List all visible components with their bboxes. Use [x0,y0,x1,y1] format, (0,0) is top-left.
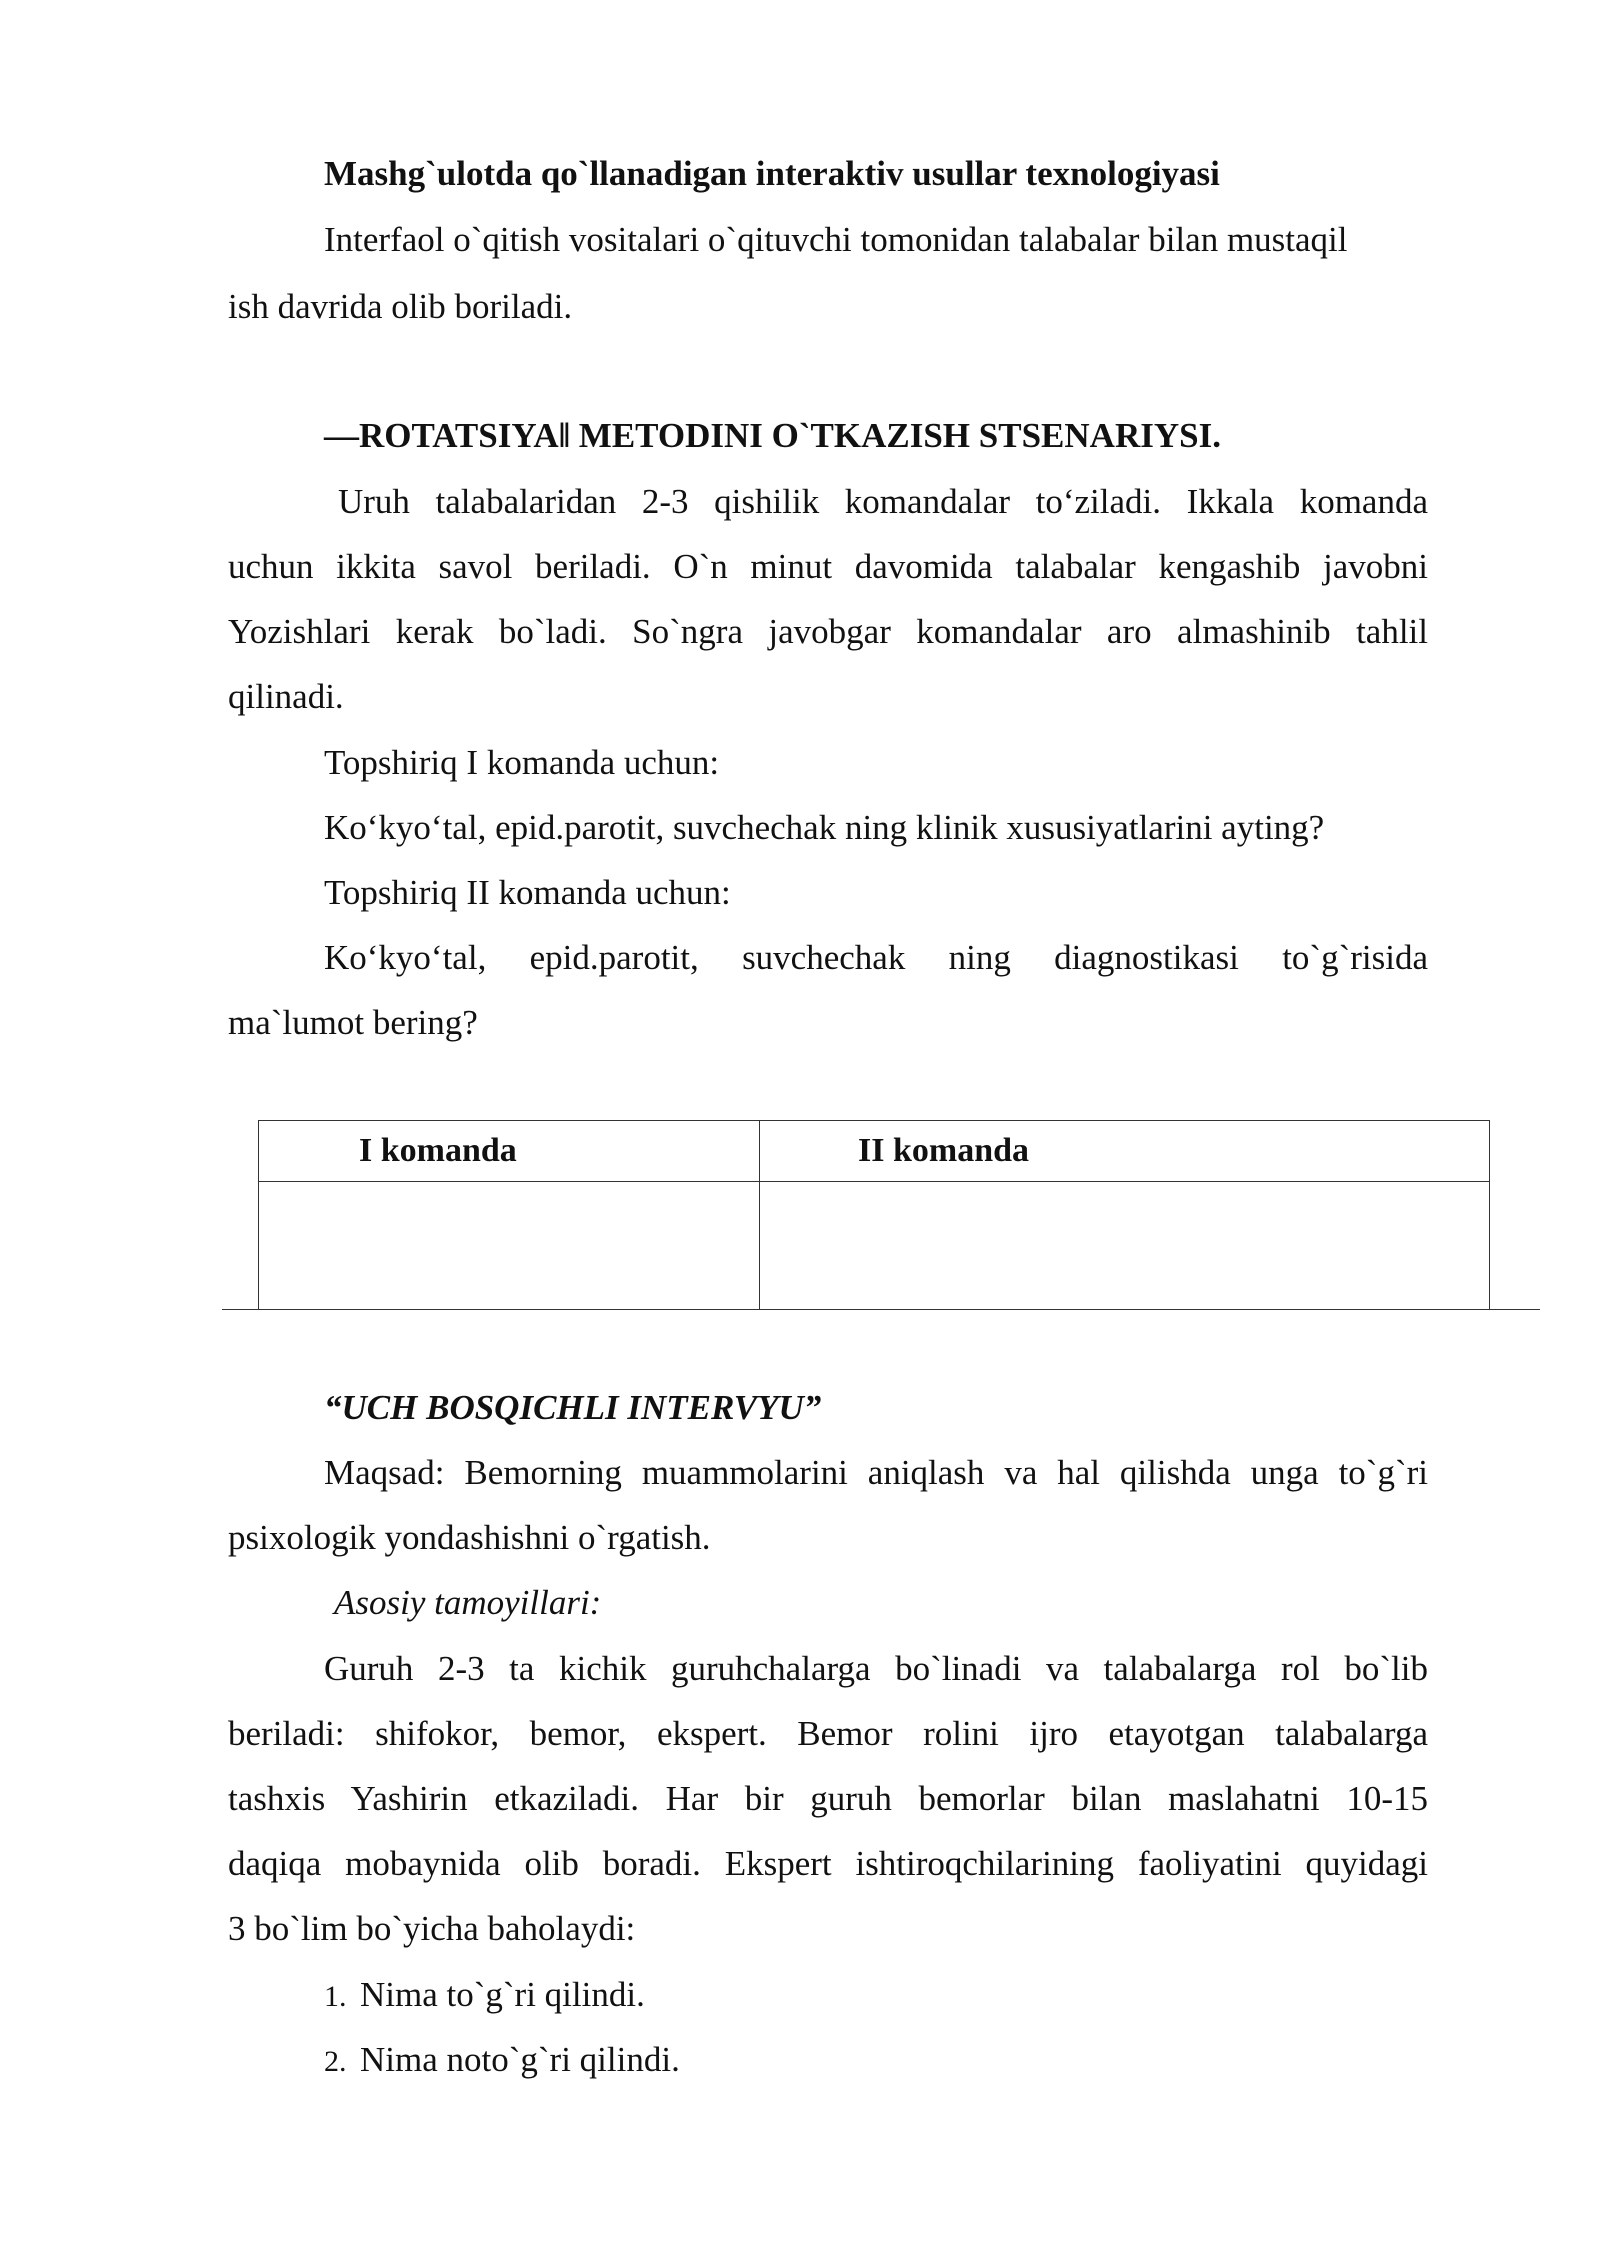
list-text: Nima noto`g`ri qilindi. [360,2040,680,2079]
interview-paragraph-line-3: tashxis Yashirin etkaziladi. Har bir guruh bemorlar bilan maslahatni 10-15 [228,1779,1428,1818]
interview-paragraph-line-5: 3 bo`lim bo`yicha baholaydi: [228,1909,636,1948]
interview-paragraph-line-1: Guruh 2-3 ta kichik guruhchalarga bo`linadi va talabalarga rol bo`lib [324,1649,1428,1688]
interview-goal-line-2: psixologik yondashishni o`rgatish. [228,1518,711,1557]
table-row [259,1182,1490,1310]
list-item [324,1973,1428,2019]
list-number: 2. [324,2045,347,2078]
intro-line-2: ish davrida olib boriladi. [228,287,573,326]
table-cell-team-1[interactable] [259,1182,760,1310]
task-1-text: Ko‘kyo‘tal, epid.parotit, suvchechak ning klinik xususiyatlarini ayting? [324,808,1325,847]
task-1-label: Topshiriq I komanda uchun: [324,743,720,782]
task-2-line-2: ma`lumot bering? [228,1003,478,1042]
task-2-label: Topshiriq II komanda uchun: [324,873,731,912]
rotation-paragraph-line-1: Uruh talabalaridan 2-3 qishilik komandalar to‘ziladi. Ikkala komanda [338,482,1428,521]
list-text: Nima to`g`ri qilindi. [360,1975,645,2014]
list-number: 1. [324,1980,347,2013]
table-header-team-1: I komanda [259,1121,760,1182]
interview-paragraph-line-4: daqiqa mobaynida olib boradi. Ekspert ishtiroqchilarining faoliyatini quyidagi [228,1844,1428,1883]
table-header-row [259,1121,1490,1182]
rotation-paragraph-line-2: uchun ikkita savol beriladi. O`n minut davomida talabalar kengashib javobni [228,547,1428,586]
team-answer-table [258,1120,1490,1310]
table-header-team-2: II komanda [760,1121,1490,1182]
intro-line-1: Interfaol o`qitish vositalari o`qituvchi tomonidan talabalar bilan mustaqil [324,220,1348,259]
section-heading: Mashg`ulotda qo`llanadigan interaktiv usullar texnologiyasi [324,154,1220,193]
rotation-title: ―ROTATSIYA‖ METODINI O`TKAZISH STSENARIYSI. [324,416,1221,455]
list-item [324,2038,1428,2084]
interview-paragraph-line-2: beriladi: shifokor, bemor, ekspert. Bemor rolini ijro etayotgan talabalarga [228,1714,1428,1753]
interview-goal-line-1: Maqsad: Bemorning muammolarini aniqlash va hal qilishda unga to`g`ri [324,1453,1428,1492]
rotation-paragraph-line-4: qilinadi. [228,677,344,716]
table-bottom-rule [222,1309,1540,1310]
rotation-paragraph-line-3: Yozishlari kerak bo`ladi. So`ngra javobgar komandalar aro almashinib tahlil [228,612,1428,651]
table-cell-team-2[interactable] [760,1182,1490,1310]
principles-label: Asosiy tamoyillari: [334,1583,602,1622]
interview-title: “UCH BOSQICHLI INTERVYU” [324,1388,822,1427]
task-2-line-1: Ko‘kyo‘tal, epid.parotit, suvchechak ning diagnostikasi to`g`risida [324,938,1428,977]
